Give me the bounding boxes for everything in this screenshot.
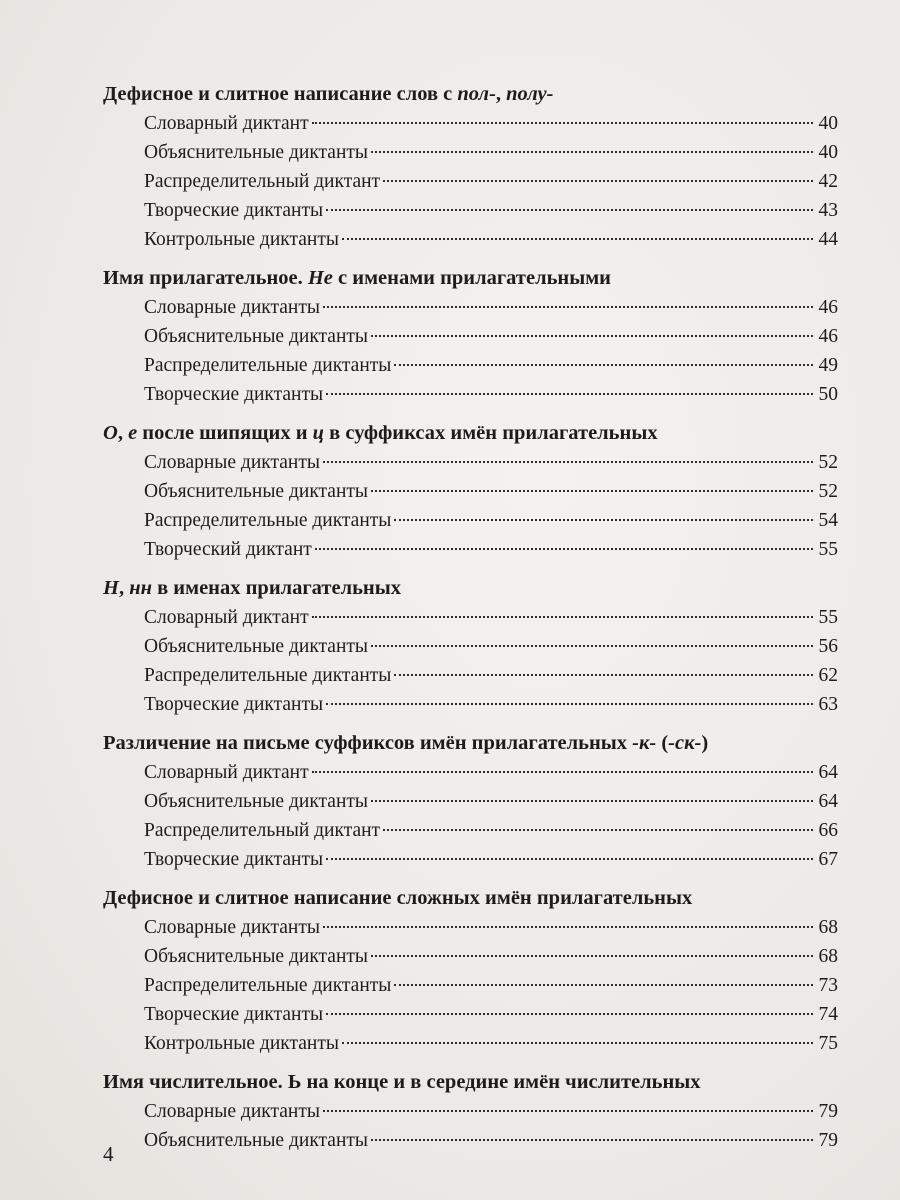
toc-entry <box>103 322 838 351</box>
toc-section <box>103 884 843 1058</box>
toc-entry <box>103 845 838 874</box>
entry-label: Словарные диктанты <box>144 452 320 473</box>
entry-page-number: 42 <box>818 171 838 192</box>
entry-page-number: 52 <box>818 481 838 502</box>
entry-label: Объяснительные диктанты <box>144 142 369 163</box>
entry-page-number: 75 <box>818 1033 838 1054</box>
section-title-part: ( <box>656 732 669 754</box>
entry-label: Распределительные диктанты <box>144 665 392 686</box>
section-title-part: Дефисное и слитное написание слов с <box>103 83 458 105</box>
entry-label: Словарный диктант <box>144 113 309 134</box>
section-title <box>103 80 843 108</box>
entry-page-number: 46 <box>818 326 838 347</box>
entry-page-number: 40 <box>818 113 838 134</box>
entry-label: Контрольные диктанты <box>144 229 339 250</box>
toc-entry <box>103 351 838 380</box>
entry-label: Объяснительные диктанты <box>144 791 369 812</box>
toc-section <box>103 80 843 254</box>
entry-page-number: 64 <box>818 791 838 812</box>
entry-label: Распределительный диктант <box>144 820 381 841</box>
entry-label: Объяснительные диктанты <box>144 326 369 347</box>
section-title <box>103 264 843 292</box>
dot-leader <box>394 364 813 366</box>
dot-leader <box>326 393 813 395</box>
section-title-part: Имя прилагательное. <box>103 267 308 289</box>
toc-entry <box>103 1000 838 1029</box>
entry-label: Словарные диктанты <box>144 1101 320 1122</box>
toc-section <box>103 419 843 564</box>
section-gap <box>103 254 843 264</box>
section-title-part: е <box>128 422 138 444</box>
entry-page-number: 67 <box>818 849 838 870</box>
toc-entry <box>103 942 838 971</box>
section-title-part: О <box>103 422 118 444</box>
section-gap <box>103 874 843 884</box>
entry-page-number: 50 <box>818 384 838 405</box>
toc-entry <box>103 632 838 661</box>
entry-label: Объяснительные диктанты <box>144 481 369 502</box>
section-title-part: полу- <box>506 83 554 105</box>
entry-label: Творческие диктанты <box>144 849 324 870</box>
toc-entry <box>103 913 838 942</box>
toc-entry <box>103 293 838 322</box>
toc-entry <box>103 109 838 138</box>
entry-page-number: 52 <box>818 452 838 473</box>
entry-label: Словарный диктант <box>144 762 309 783</box>
entry-label: Творческие диктанты <box>144 384 324 405</box>
section-title-part: ц <box>312 422 325 444</box>
section-title-part: Имя числительное. Ь на конце и в середине имён числительных <box>103 1071 701 1093</box>
section-title-part: , <box>118 577 130 599</box>
dot-leader <box>315 548 813 550</box>
entry-label: Словарные диктанты <box>144 297 320 318</box>
toc-section <box>103 729 843 874</box>
entry-label: Творческие диктанты <box>144 1004 324 1025</box>
dot-leader <box>394 519 813 521</box>
dot-leader <box>342 1042 813 1044</box>
dot-leader <box>323 1110 813 1112</box>
section-title-part: -ск- <box>668 732 702 754</box>
toc-entry <box>103 448 838 477</box>
section-title <box>103 574 843 602</box>
dot-leader <box>371 1139 813 1141</box>
entry-page-number: 49 <box>818 355 838 376</box>
section-title-part: после шипящих и <box>137 422 313 444</box>
section-title <box>103 419 843 447</box>
section-title-part: , <box>117 422 129 444</box>
section-gap <box>103 564 843 574</box>
toc-entry <box>103 661 838 690</box>
section-title-part: -к- <box>632 732 657 754</box>
dot-leader <box>383 829 813 831</box>
toc-entry <box>103 1097 838 1126</box>
dot-leader <box>371 490 813 492</box>
dot-leader <box>326 703 813 705</box>
entry-page-number: 40 <box>818 142 838 163</box>
entry-page-number: 46 <box>818 297 838 318</box>
toc-entry <box>103 603 838 632</box>
section-gap <box>103 1058 843 1068</box>
toc-section <box>103 264 843 409</box>
entry-label: Творческие диктанты <box>144 694 324 715</box>
section-title <box>103 729 843 757</box>
entry-page-number: 55 <box>818 539 838 560</box>
dot-leader <box>312 616 813 618</box>
dot-leader <box>383 180 813 182</box>
entry-label: Словарные диктанты <box>144 917 320 938</box>
dot-leader <box>371 335 813 337</box>
entry-label: Распределительный диктант <box>144 171 381 192</box>
section-gap <box>103 409 843 419</box>
dot-leader <box>371 800 813 802</box>
entry-page-number: 43 <box>818 200 838 221</box>
entry-label: Творческий диктант <box>144 539 312 560</box>
entry-page-number: 44 <box>818 229 838 250</box>
dot-leader <box>326 1013 813 1015</box>
section-title-part: , <box>495 83 507 105</box>
page-number: 4 <box>103 1142 114 1166</box>
dot-leader <box>323 926 813 928</box>
entry-label: Творческие диктанты <box>144 200 324 221</box>
section-title <box>103 1068 843 1096</box>
entry-label: Распределительные диктанты <box>144 355 392 376</box>
section-title-part: ) <box>701 732 709 754</box>
section-title-part: в именах прилагательных <box>151 577 401 599</box>
section-title-part: пол- <box>457 83 496 105</box>
dot-leader <box>323 306 813 308</box>
entry-page-number: 66 <box>818 820 838 841</box>
toc-entry <box>103 167 838 196</box>
toc-entry <box>103 971 838 1000</box>
entry-page-number: 54 <box>818 510 838 531</box>
entry-label: Словарный диктант <box>144 607 309 628</box>
toc-entry <box>103 758 838 787</box>
dot-leader <box>394 674 813 676</box>
toc-entry <box>103 816 838 845</box>
entry-label: Объяснительные диктанты <box>144 946 369 967</box>
section-title-part: нн <box>129 577 152 599</box>
entry-page-number: 55 <box>818 607 838 628</box>
toc-entry <box>103 138 838 167</box>
entry-label: Контрольные диктанты <box>144 1033 339 1054</box>
section-title-part: в суффиксах имён прилагательных <box>324 422 658 444</box>
dot-leader <box>371 645 813 647</box>
entry-page-number: 62 <box>818 665 838 686</box>
section-title-part: Не <box>307 267 333 289</box>
section-title-part: Дефисное и слитное написание сложных имён прилагательных <box>103 887 693 909</box>
toc-entry <box>103 506 838 535</box>
section-title <box>103 884 843 912</box>
toc-entry <box>103 380 838 409</box>
entry-page-number: 56 <box>818 636 838 657</box>
section-gap <box>103 719 843 729</box>
dot-leader <box>371 955 813 957</box>
entry-page-number: 68 <box>818 917 838 938</box>
dot-leader <box>326 858 813 860</box>
dot-leader <box>371 151 813 153</box>
entry-label: Распределительные диктанты <box>144 510 392 531</box>
toc-entry <box>103 225 838 254</box>
section-title-part: Н <box>103 577 119 599</box>
section-title-part: Различение на письме суффиксов имён прилагательных <box>103 732 633 754</box>
entry-page-number: 64 <box>818 762 838 783</box>
dot-leader <box>323 461 813 463</box>
toc-entry <box>103 787 838 816</box>
entry-label: Распределительные диктанты <box>144 975 392 996</box>
section-title-part: с именами прилагательными <box>332 267 611 289</box>
toc-entry <box>103 535 838 564</box>
dot-leader <box>394 984 813 986</box>
dot-leader <box>326 209 813 211</box>
entry-page-number: 79 <box>818 1130 838 1151</box>
entry-page-number: 63 <box>818 694 838 715</box>
toc-entry <box>103 477 838 506</box>
toc-section <box>103 1068 843 1155</box>
toc-section <box>103 574 843 719</box>
entry-label: Объяснительные диктанты <box>144 636 369 657</box>
dot-leader <box>342 238 813 240</box>
toc-entry <box>103 196 838 225</box>
toc-entry <box>103 1126 838 1155</box>
toc-entry <box>103 690 838 719</box>
entry-page-number: 68 <box>818 946 838 967</box>
table-of-contents <box>103 80 843 1155</box>
dot-leader <box>312 122 813 124</box>
entry-page-number: 74 <box>818 1004 838 1025</box>
toc-entry <box>103 1029 838 1058</box>
entry-page-number: 73 <box>818 975 838 996</box>
entry-page-number: 79 <box>818 1101 838 1122</box>
dot-leader <box>312 771 813 773</box>
entry-label: Объяснительные диктанты <box>144 1130 369 1151</box>
